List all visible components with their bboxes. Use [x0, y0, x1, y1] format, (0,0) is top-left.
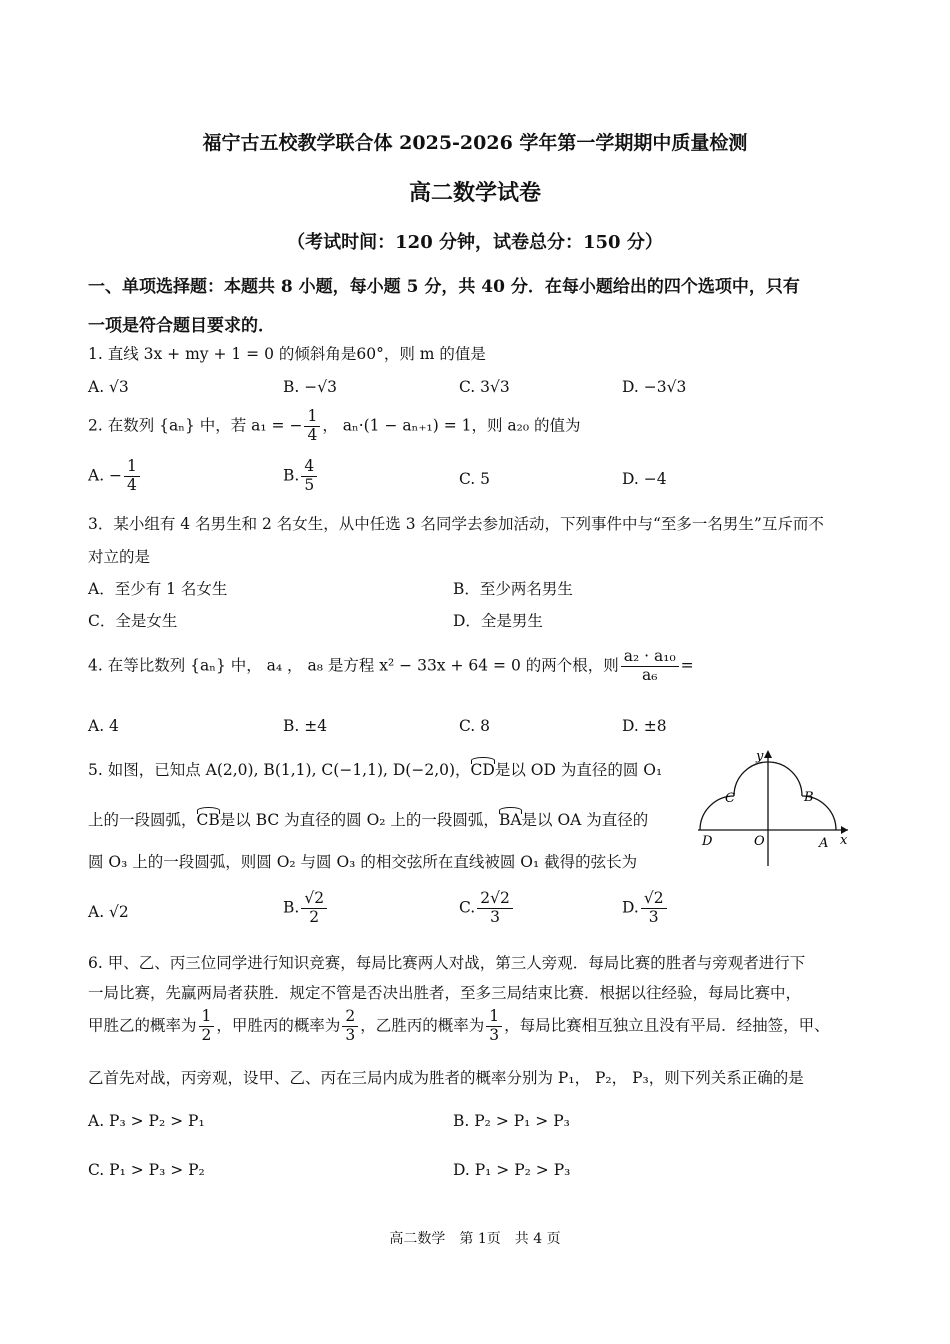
label-a: A: [819, 836, 829, 851]
exam-subject-title: 高二数学试卷: [408, 180, 541, 206]
question-6-line4: 乙首先对战，丙旁观，设甲、乙、丙在三局内成为胜者的概率分别为 P₁， P₂， P₃，则下列关系正确的是: [88, 1069, 804, 1087]
fraction-1-3: [486, 1008, 502, 1045]
option-fraction: [641, 890, 667, 927]
question-5-text: 上的一段圆弧，: [88, 811, 197, 829]
question-5-option-d: [622, 890, 669, 927]
label-o: O: [754, 834, 765, 849]
fraction-numerator: 1: [199, 1008, 215, 1027]
question-6-line2: 一局比赛，先赢两局者获胜．规定不管是否决出胜者，至多三局结束比赛．根据以往经验，每局比赛中，: [88, 984, 802, 1002]
option-fraction: [301, 890, 327, 927]
question-4-option-a: A. 4: [88, 717, 119, 735]
fraction-numerator: √2: [301, 890, 327, 909]
option-label: D.: [622, 898, 639, 917]
arc-cb: CB: [196, 811, 220, 829]
fraction-1-2: [199, 1008, 215, 1045]
fraction-numerator: 1: [304, 408, 320, 427]
question-5-line3: 圆 O₃ 上的一段圆弧，则圆 O₂ 与圆 O₃ 的相交弦所在直线被圆 O₁ 截得的弦长为: [88, 853, 638, 871]
option-label: C.: [459, 898, 476, 917]
option-label: B.: [283, 898, 300, 917]
label-c: C: [725, 791, 735, 806]
question-6-option-a: A. P₃ > P₂ > P₁: [88, 1112, 205, 1130]
question-6-text: ，甲胜丙的概率为: [216, 1016, 341, 1035]
option-fraction: [124, 458, 140, 495]
arc-ba: BA: [498, 811, 522, 829]
question-3-option-d: D．全是男生: [453, 612, 543, 630]
fraction-denominator: 4: [127, 475, 137, 494]
question-4-stem-part-a: 4. 在等比数列 {aₙ} 中， a₄ ， a₈ 是方程 x² − 33x + 64 = 0 的两个根，则: [88, 656, 619, 675]
label-x: x: [840, 833, 848, 848]
y-axis-arrow-icon: [764, 750, 772, 758]
fraction-numerator: √2: [641, 890, 667, 909]
question-2-option-b: [283, 458, 319, 495]
question-4-option-c: C. 8: [459, 717, 491, 735]
question-3-line1: 3．某小组有 4 名男生和 2 名女生，从中任选 3 名同学去参加活动，下列事件中与“至多一名男生”互斥而不: [88, 515, 824, 533]
fraction-denominator: 2: [201, 1025, 212, 1044]
question-1-option-c: C. 3√3: [459, 378, 510, 396]
fraction-denominator: 3: [648, 907, 659, 926]
question-5-option-b: [283, 890, 329, 927]
question-6-line3: [88, 1008, 830, 1045]
fraction-denominator: 3: [345, 1025, 356, 1044]
question-1-option-d: D. −3√3: [622, 378, 687, 396]
question-1-option-a: A. √3: [88, 378, 129, 396]
option-fraction: [301, 458, 317, 495]
question-4-stem: [88, 648, 694, 685]
question-4-option-b: B. ±4: [283, 717, 328, 735]
question-2-fraction: [304, 408, 320, 445]
question-6-option-b: B. P₂ > P₁ > P₃: [453, 1112, 570, 1130]
question-3-option-b: B．至少两名男生: [453, 580, 573, 598]
question-2-stem: [88, 408, 581, 445]
question-3-option-a: A．至少有 1 名女生: [88, 580, 228, 598]
label-b: B: [804, 790, 814, 805]
fraction-denominator: 2: [309, 907, 320, 926]
question-6-text: 甲胜乙的概率为: [88, 1016, 197, 1035]
question-3-option-c: C．全是女生: [88, 612, 178, 630]
exam-info: （考试时间：120 分钟，试卷总分：150 分）: [287, 232, 663, 253]
fraction-denominator: a₆: [641, 665, 658, 684]
fraction-numerator: 4: [301, 458, 317, 477]
label-d: D: [702, 834, 713, 849]
exam-header-title: 福宁古五校教学联合体 2025-2026 学年第一学期期中质量检测: [202, 132, 748, 154]
question-5-text: 是以 BC 为直径的圆 O₂ 上的一段圆弧，: [219, 811, 499, 829]
question-6-option-c: C. P₁ > P₃ > P₂: [88, 1161, 205, 1179]
fraction-numerator: a₂ · a₁₀: [621, 648, 679, 667]
option-label: A. −: [88, 466, 123, 485]
fraction-numerator: 2: [342, 1008, 358, 1027]
question-5-line2: [88, 808, 648, 830]
fraction-denominator: 4: [307, 425, 318, 444]
question-4-stem-part-b: =: [680, 656, 694, 675]
question-1-option-b: B. −√3: [283, 378, 337, 396]
question-4-fraction: [621, 648, 679, 685]
question-5-text: 是以 OD 为直径的圆 O₁: [494, 761, 663, 779]
fraction-2-3: [342, 1008, 358, 1045]
label-y: y: [756, 749, 764, 764]
option-fraction: [477, 890, 513, 927]
arc-cd: CD: [470, 761, 495, 779]
question-5-figure: [698, 744, 858, 870]
fraction-numerator: 1: [124, 458, 140, 477]
question-6-line1: 6. 甲、乙、丙三位同学进行知识竞赛，每局比赛两人对战，第三人旁观．每局比赛的胜者与旁观者进行下: [88, 954, 806, 972]
question-5-option-a: A. √2: [88, 903, 129, 921]
question-1-stem: 1. 直线 3x + my + 1 = 0 的倾斜角是60°，则 m 的值是: [88, 345, 486, 363]
question-6-option-d: D. P₁ > P₂ > P₃: [453, 1161, 571, 1179]
question-2-option-c: C. 5: [459, 470, 491, 488]
question-5-line1: [88, 758, 662, 780]
fraction-numerator: 1: [486, 1008, 502, 1027]
question-2-option-a: [88, 458, 142, 495]
question-2-stem-part-b: ， aₙ·(1 − aₙ₊₁) = 1，则 a₂₀ 的值为: [322, 416, 581, 435]
section-heading-line2: 一项是符合题目要求的．: [88, 316, 275, 336]
question-5-text: 5. 如图，已知点 A(2,0), B(1,1), C(−1,1), D(−2,0)，: [88, 761, 471, 779]
page-footer: 高二数学 第 1页 共 4 页: [389, 1231, 561, 1247]
question-2-stem-part-a: 2. 在数列 {aₙ} 中，若 a₁ = −: [88, 416, 303, 435]
section-heading-line1: 一、单项选择题：本题共 8 小题，每小题 5 分，共 40 分．在每小题给出的四个选项中，只有: [88, 277, 800, 297]
question-3-line2: 对立的是: [88, 548, 151, 566]
fraction-denominator: 3: [489, 1025, 500, 1044]
question-6-text: ，乙胜丙的概率为: [360, 1016, 485, 1035]
fraction-denominator: 5: [304, 475, 315, 494]
question-5-option-c: [459, 890, 515, 927]
fraction-numerator: 2√2: [477, 890, 513, 909]
fraction-denominator: 3: [490, 907, 500, 926]
question-2-option-d: D. −4: [622, 470, 667, 488]
question-4-option-d: D. ±8: [622, 717, 667, 735]
question-5-text: 是以 OA 为直径的: [521, 811, 649, 829]
question-6-text: ，每局比赛相互独立且没有平局．经抽签，甲、: [504, 1016, 830, 1035]
option-label: B.: [283, 466, 300, 485]
